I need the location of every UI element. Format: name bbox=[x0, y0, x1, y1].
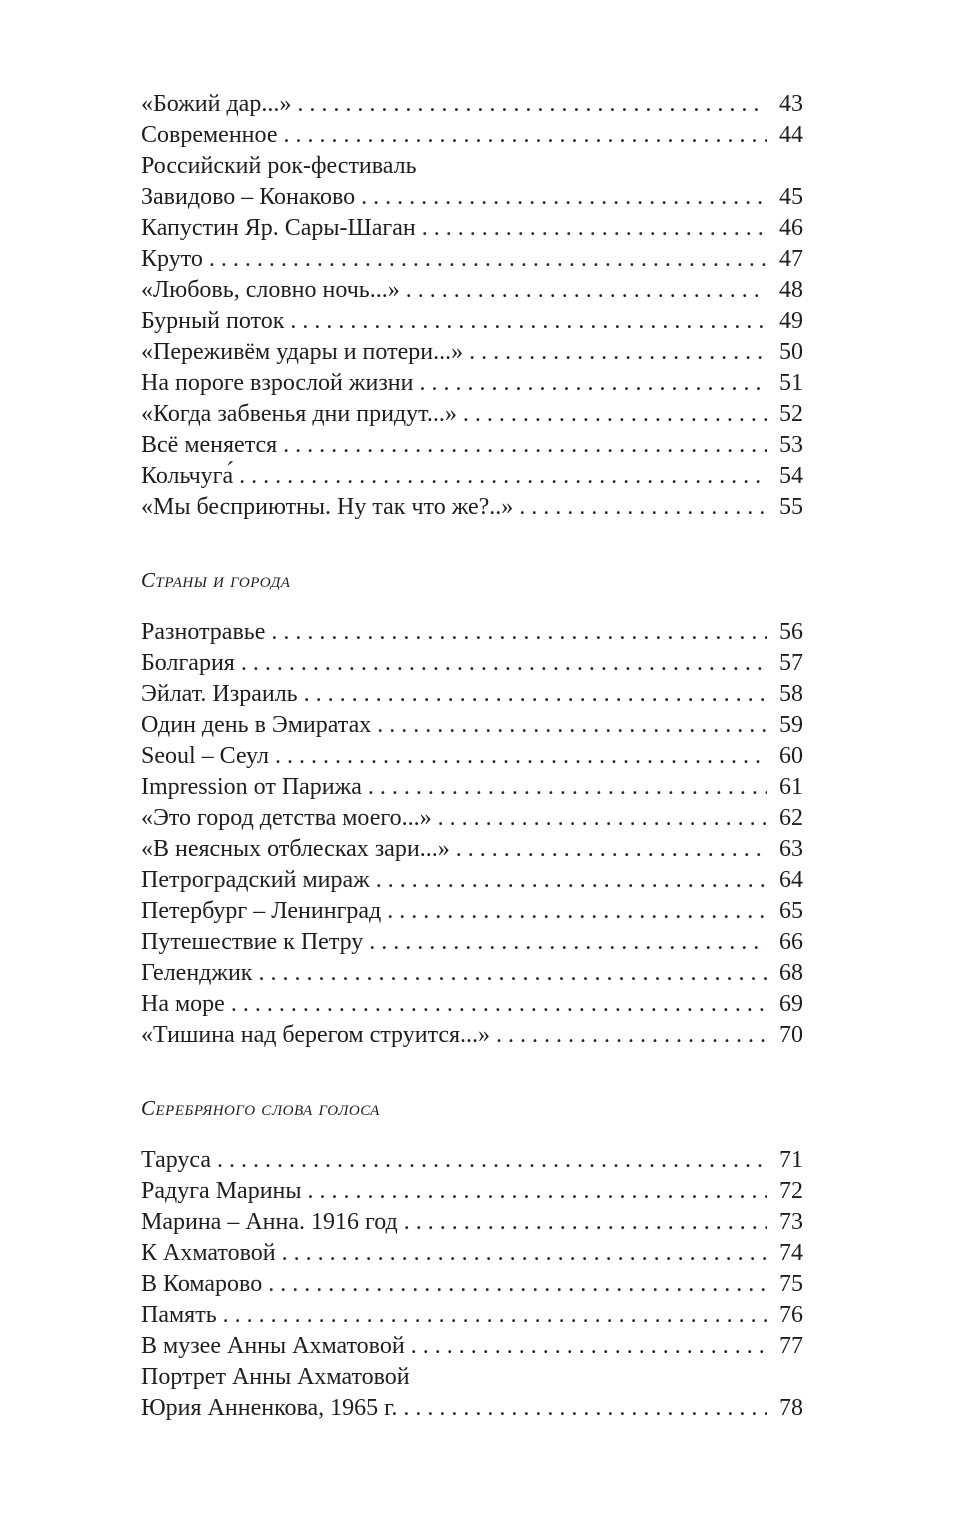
toc-entry bbox=[141, 430, 803, 461]
toc-entry bbox=[141, 927, 803, 958]
toc-entry bbox=[141, 834, 803, 865]
dot-leader bbox=[297, 89, 767, 120]
dot-leader bbox=[377, 710, 767, 741]
dot-leader bbox=[231, 989, 767, 1020]
toc-entry bbox=[141, 399, 803, 430]
toc-entry bbox=[141, 1176, 803, 1207]
dot-leader bbox=[282, 1238, 767, 1269]
dot-leader bbox=[223, 1300, 767, 1331]
toc-entry-page: 52 bbox=[779, 401, 803, 427]
dot-leader bbox=[456, 834, 767, 865]
dot-leader bbox=[304, 679, 767, 710]
toc-entry bbox=[141, 710, 803, 741]
toc-entry-page: 63 bbox=[779, 836, 803, 862]
toc-entry-title: Память bbox=[141, 1302, 217, 1328]
toc-entry-page: 61 bbox=[779, 774, 803, 800]
toc-entry bbox=[141, 213, 803, 244]
dot-leader bbox=[368, 772, 767, 803]
toc-entry bbox=[141, 1207, 803, 1238]
toc-entry bbox=[141, 958, 803, 989]
toc-entry-title: Бурный поток bbox=[141, 308, 285, 334]
toc-entry bbox=[141, 772, 803, 803]
toc-entry-page: 74 bbox=[779, 1240, 803, 1266]
toc-entry-title: Один день в Эмиратах bbox=[141, 712, 372, 738]
toc-entry-title: Радуга Марины bbox=[141, 1178, 302, 1204]
toc-entry-page: 44 bbox=[779, 122, 803, 148]
section-heading: Серебряного слова голоса bbox=[141, 1096, 380, 1120]
toc-entry bbox=[141, 896, 803, 927]
toc-entry-page: 60 bbox=[779, 743, 803, 769]
toc-entry bbox=[141, 1269, 803, 1300]
toc-entry-title: Современное bbox=[141, 122, 278, 148]
toc-entry bbox=[141, 492, 803, 523]
toc-entry bbox=[141, 1145, 803, 1176]
toc-entry bbox=[141, 1300, 803, 1331]
toc-entry-title: Российский рок-фестиваль bbox=[141, 153, 417, 179]
toc-entry bbox=[141, 989, 803, 1020]
toc-entry-title: На море bbox=[141, 991, 225, 1017]
toc-entry-page: 50 bbox=[779, 339, 803, 365]
dot-leader bbox=[258, 958, 767, 989]
dot-leader bbox=[406, 275, 767, 306]
toc-entry-title: Seoul – Сеул bbox=[141, 743, 269, 769]
toc-entry bbox=[141, 461, 803, 492]
toc-entry-page: 43 bbox=[779, 91, 803, 117]
toc-entry-title: В музее Анны Ахматовой bbox=[141, 1333, 405, 1359]
toc-entry-title: Портрет Анны Ахматовой bbox=[141, 1364, 410, 1390]
dot-leader bbox=[275, 741, 767, 772]
toc-entry-title: «Любовь, словно ночь...» bbox=[141, 277, 400, 303]
dot-leader bbox=[496, 1020, 767, 1051]
toc-entry bbox=[141, 337, 803, 368]
toc-entry-title: «Переживём удары и потери...» bbox=[141, 339, 464, 365]
toc-entry-title: «Мы бесприютны. Ну так что же?..» bbox=[141, 494, 514, 520]
dot-leader bbox=[209, 244, 767, 275]
dot-leader bbox=[268, 1269, 767, 1300]
toc-entry-page: 68 bbox=[779, 960, 803, 986]
dot-leader bbox=[283, 120, 767, 151]
toc-entry-page: 47 bbox=[779, 246, 803, 272]
toc-entry-page: 46 bbox=[779, 215, 803, 241]
dot-leader bbox=[361, 182, 767, 213]
toc-entry-title: Завидово – Конаково bbox=[141, 184, 356, 210]
toc-entry-title: На пороге взрослой жизни bbox=[141, 370, 414, 396]
toc-entry-title: «Божий дар...» bbox=[141, 91, 292, 117]
toc-entry bbox=[141, 1331, 803, 1362]
toc-entry bbox=[141, 120, 803, 151]
dot-leader bbox=[308, 1176, 767, 1207]
toc-entry bbox=[141, 679, 803, 710]
toc-entry-title: К Ахматовой bbox=[141, 1240, 276, 1266]
toc-entry-title: Петербург – Ленинград bbox=[141, 898, 382, 924]
toc-entry-title: «Это город детства моего...» bbox=[141, 805, 432, 831]
toc-entry-title: Марина – Анна. 1916 год bbox=[141, 1209, 398, 1235]
toc-block-silver-word bbox=[141, 1145, 803, 1424]
dot-leader bbox=[411, 1331, 767, 1362]
dot-leader bbox=[271, 617, 767, 648]
dot-leader bbox=[403, 1393, 767, 1424]
toc-entry-page: 49 bbox=[779, 308, 803, 334]
toc-entry-page: 69 bbox=[779, 991, 803, 1017]
toc-entry-title: «Тишина над берегом струится...» bbox=[141, 1022, 491, 1048]
dot-leader bbox=[463, 399, 767, 430]
toc-entry-title: Таруса bbox=[141, 1147, 211, 1173]
dot-leader bbox=[387, 896, 767, 927]
toc-entry-title: Болгария bbox=[141, 650, 235, 676]
toc-entry-title: Эйлат. Израиль bbox=[141, 681, 298, 707]
toc-entry-title: Юрия Анненкова, 1965 г. bbox=[141, 1395, 398, 1421]
toc-entry-page: 77 bbox=[779, 1333, 803, 1359]
toc-entry bbox=[141, 1020, 803, 1051]
dot-leader bbox=[241, 648, 767, 679]
toc-entry-title: Петроградский мираж bbox=[141, 867, 370, 893]
toc-block-continuation bbox=[141, 89, 803, 523]
toc-entry-page: 57 bbox=[779, 650, 803, 676]
toc-entry-title: Всё меняется bbox=[141, 432, 278, 458]
toc-entry-page: 78 bbox=[779, 1395, 803, 1421]
toc-entry-page: 55 bbox=[779, 494, 803, 520]
toc-entry bbox=[141, 89, 803, 120]
toc-entry-page: 72 bbox=[779, 1178, 803, 1204]
dot-leader bbox=[290, 306, 767, 337]
section-heading: Страны и города bbox=[141, 568, 291, 592]
toc-entry-page: 66 bbox=[779, 929, 803, 955]
toc-entry bbox=[141, 803, 803, 834]
toc-entry bbox=[141, 306, 803, 337]
toc-entry-page: 51 bbox=[779, 370, 803, 396]
toc-entry bbox=[141, 1362, 803, 1393]
toc-entry-title: Разнотравье bbox=[141, 619, 266, 645]
toc-entry-title: Круто bbox=[141, 246, 203, 272]
toc-entry bbox=[141, 182, 803, 213]
toc-entry bbox=[141, 275, 803, 306]
toc-entry bbox=[141, 865, 803, 896]
toc-entry-page: 56 bbox=[779, 619, 803, 645]
dot-leader bbox=[469, 337, 767, 368]
toc-entry-page: 48 bbox=[779, 277, 803, 303]
toc-entry-title: Кольчуга́ bbox=[141, 463, 234, 489]
toc-entry bbox=[141, 1393, 803, 1424]
dot-leader bbox=[376, 865, 767, 896]
toc-entry-page: 71 bbox=[779, 1147, 803, 1173]
dot-leader bbox=[217, 1145, 767, 1176]
dot-leader bbox=[369, 927, 767, 958]
toc-block-countries bbox=[141, 617, 803, 1051]
toc-entry-page: 62 bbox=[779, 805, 803, 831]
toc-entry-title: В Комарово bbox=[141, 1271, 263, 1297]
dot-leader bbox=[422, 213, 767, 244]
toc-entry-title: «В неясных отблесках зари...» bbox=[141, 836, 450, 862]
toc-entry-page: 53 bbox=[779, 432, 803, 458]
toc-entry-title: Путешествие к Петру bbox=[141, 929, 364, 955]
toc-entry-page: 70 bbox=[779, 1022, 803, 1048]
toc-entry-title: Геленджик bbox=[141, 960, 253, 986]
toc-entry bbox=[141, 648, 803, 679]
toc-entry bbox=[141, 617, 803, 648]
toc-entry bbox=[141, 741, 803, 772]
dot-leader bbox=[239, 461, 767, 492]
toc-entry-page: 45 bbox=[779, 184, 803, 210]
toc-entry-page: 73 bbox=[779, 1209, 803, 1235]
toc-entry bbox=[141, 244, 803, 275]
toc-entry-title: Impression от Парижа bbox=[141, 774, 362, 800]
toc-entry-page: 65 bbox=[779, 898, 803, 924]
toc-entry-page: 76 bbox=[779, 1302, 803, 1328]
toc-entry-title: Капустин Яр. Сары-Шаган bbox=[141, 215, 416, 241]
toc-entry-page: 75 bbox=[779, 1271, 803, 1297]
toc-entry-page: 64 bbox=[779, 867, 803, 893]
dot-leader bbox=[283, 430, 767, 461]
toc-entry-page: 59 bbox=[779, 712, 803, 738]
toc-entry bbox=[141, 1238, 803, 1269]
toc-entry bbox=[141, 151, 803, 182]
toc-entry-page: 58 bbox=[779, 681, 803, 707]
toc-entry bbox=[141, 368, 803, 399]
dot-leader bbox=[404, 1207, 767, 1238]
dot-leader bbox=[438, 803, 767, 834]
toc-entry-title: «Когда забвенья дни придут...» bbox=[141, 401, 457, 427]
dot-leader bbox=[419, 368, 767, 399]
dot-leader bbox=[519, 492, 767, 523]
toc-entry-page: 54 bbox=[779, 463, 803, 489]
